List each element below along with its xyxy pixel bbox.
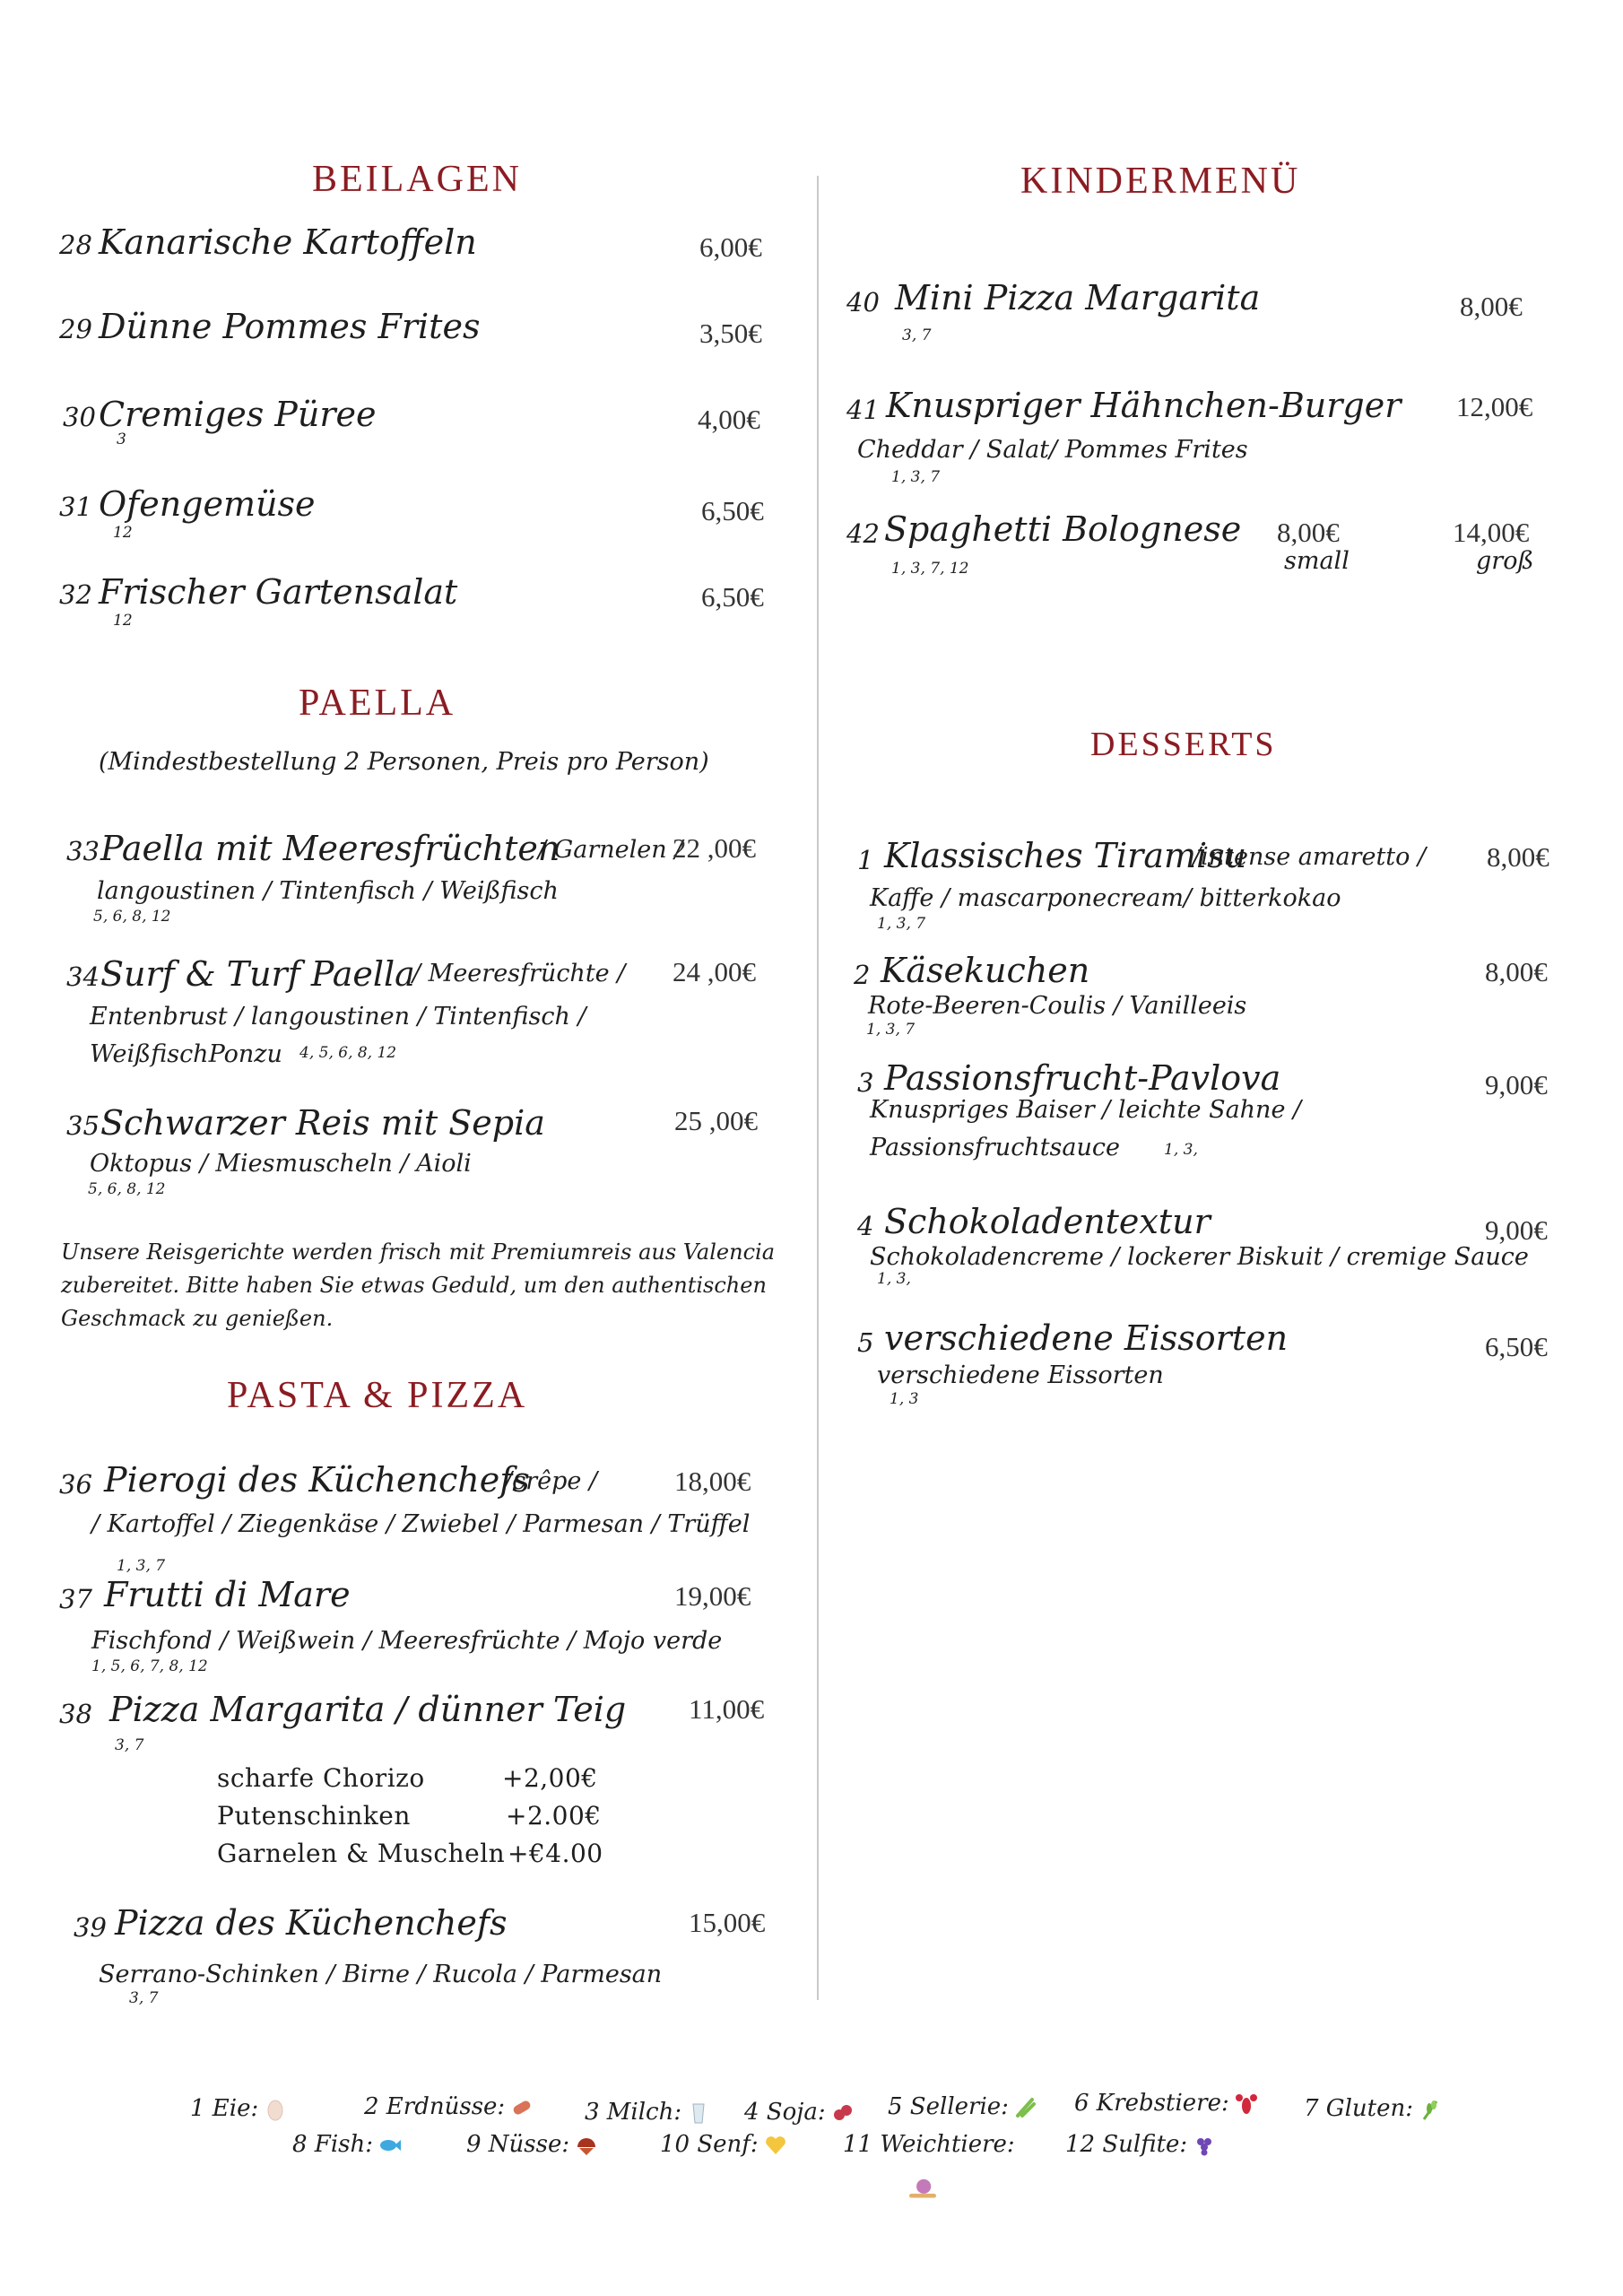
item-number: 32 [59, 579, 92, 610]
item-number: 2 [854, 960, 871, 990]
legend-item: 1 Eie: [190, 2095, 287, 2122]
legend-item: 6 Krebstiere: [1074, 2090, 1258, 2117]
item-allergens: 5, 6, 8, 12 [93, 908, 171, 926]
legend-item: 5 Sellerie: [888, 2093, 1037, 2120]
item-number: 33 [66, 836, 100, 866]
item-price: 9,00€ [1485, 1214, 1548, 1246]
legend-item: 8 Fish: [292, 2131, 402, 2158]
item-name: Frutti di Mare [104, 1575, 351, 1614]
item-name: Paella mit Meeresfrüchten [100, 829, 560, 868]
item-name: Knuspriger Hähnchen-Burger [886, 386, 1402, 425]
item-number: 1 [857, 845, 874, 875]
extra-label: Garnelen & Muscheln [217, 1839, 506, 1868]
item-number: 31 [59, 491, 92, 522]
item-description: Oktopus / Miesmuscheln / Aioli [90, 1150, 472, 1178]
item-price: 19,00€ [674, 1580, 751, 1612]
item-number: 39 [74, 1912, 107, 1943]
heart-icon [764, 2134, 787, 2157]
item-allergens: 1, 3, 7, 12 [891, 560, 969, 578]
item-number: 38 [59, 1699, 92, 1729]
wheat-icon [1419, 2098, 1442, 2121]
size-label-large: groß [1476, 547, 1534, 575]
item-price: 18,00€ [674, 1465, 751, 1497]
item-allergens: 1, 5, 6, 7, 8, 12 [91, 1657, 208, 1675]
kindermenu-heading: KINDERMENÜ [1020, 161, 1301, 202]
item-price: 6,00€ [699, 231, 762, 263]
legend-item: 11 Weichtiere: [843, 2131, 1015, 2158]
milk-icon [687, 2101, 710, 2125]
item-price: 4,00€ [698, 404, 760, 435]
item-allergens: 1, 3, 7 [866, 1021, 916, 1039]
item-name: Pizza Margarita / dünner Teig [109, 1690, 627, 1729]
soy-icon [831, 2101, 855, 2125]
item-number: 29 [59, 314, 92, 344]
item-number: 37 [59, 1584, 92, 1614]
item-name: Mini Pizza Margarita [895, 278, 1261, 317]
item-price: 6,50€ [701, 581, 764, 613]
item-price: 3,50€ [699, 317, 762, 349]
item-price-small: 8,00€ [1277, 517, 1340, 548]
item-description: /crêpe / [504, 1467, 598, 1495]
item-allergens: 1, 3, 7 [877, 915, 926, 933]
item-description: Rote-Beeren-Coulis / Vanilleeis [868, 992, 1247, 1020]
extra-price: +2.00€ [506, 1801, 602, 1831]
item-allergens: 1, 3, [1164, 1141, 1198, 1159]
item-number: 28 [59, 230, 92, 260]
item-allergens: 4, 5, 6, 8, 12 [299, 1044, 397, 1062]
pasta-pizza-heading: PASTA & PIZZA [227, 1375, 528, 1416]
item-allergens: 12 [113, 612, 133, 630]
item-allergens: 1, 3, [877, 1270, 911, 1288]
item-description: Knuspriges Baiser / leichte Sahne / [870, 1096, 1302, 1124]
item-name: verschiedene Eissorten [884, 1318, 1289, 1358]
item-number: 34 [66, 961, 100, 992]
item-price: 12,00€ [1456, 391, 1533, 422]
item-number: 40 [846, 287, 880, 317]
item-name: Klassisches Tiramisu [884, 836, 1247, 875]
item-name: Kanarische Kartoffeln [99, 222, 477, 262]
item-name: Pizza des Küchenchefs [115, 1903, 508, 1943]
item-price: 15,00€ [689, 1907, 766, 1938]
extra-price: +€4.00 [508, 1839, 603, 1868]
item-name: Spaghetti Bolognese [884, 509, 1242, 549]
item-price: 25 ,00€ [674, 1105, 758, 1136]
snail-icon [909, 2174, 936, 2201]
item-allergens: 3, 7 [115, 1736, 144, 1754]
legend-item: 10 Senf: [660, 2131, 787, 2158]
legend-item: 7 Gluten: [1304, 2095, 1442, 2122]
item-description: verschiedene Eissorten [877, 1361, 1164, 1389]
item-description: Serrano-Schinken / Birne / Rucola / Parmesan [99, 1961, 663, 1988]
item-name: Ofengemüse [99, 484, 316, 524]
column-divider [817, 176, 819, 2000]
desserts-heading: DESSERTS [1090, 726, 1277, 763]
item-allergens: 3, 7 [902, 326, 932, 344]
size-label-small: small [1284, 547, 1350, 575]
item-description: Schokoladencreme / lockerer Biskuit / cremige Sauce [870, 1243, 1529, 1271]
item-description: langoustinen / Tintenfisch / Weißfisch [97, 877, 559, 905]
item-name: Schwarzer Reis mit Sepia [100, 1103, 545, 1143]
item-price: 8,00€ [1485, 956, 1548, 987]
item-number: 3 [857, 1067, 874, 1098]
grapes-icon [1193, 2134, 1216, 2157]
item-allergens: 12 [113, 524, 133, 542]
paella-heading: PAELLA [299, 683, 456, 724]
item-description: / Garnelen / [538, 836, 683, 864]
item-price-large: 14,00€ [1453, 517, 1530, 548]
extra-label: scharfe Chorizo [217, 1763, 425, 1793]
item-description: Passionsfruchtsauce [870, 1134, 1120, 1161]
item-number: 5 [857, 1327, 874, 1358]
item-price: 24 ,00€ [673, 956, 756, 987]
item-description: /intense amaretto / [1193, 843, 1427, 871]
item-price: 6,50€ [1485, 1331, 1548, 1362]
legend-item: 2 Erdnüsse: [364, 2093, 534, 2120]
celery-icon [1014, 2096, 1037, 2119]
legend-item: 9 Nüsse: [466, 2131, 598, 2158]
item-name: Käsekuchen [881, 951, 1090, 990]
item-allergens: 3, 7 [129, 1989, 159, 2007]
legend-item: 4 Soja: [744, 2099, 855, 2126]
item-name: Surf & Turf Paella [100, 954, 415, 994]
item-allergens: 1, 3, 7 [117, 1557, 166, 1575]
lobster-icon [1235, 2092, 1258, 2116]
item-price: 9,00€ [1485, 1069, 1548, 1100]
item-price: 22 ,00€ [673, 832, 756, 864]
extra-label: Putenschinken [217, 1801, 411, 1831]
item-description: WeißfischPonzu [90, 1040, 282, 1068]
item-description: Entenbrust / langoustinen / Tintenfisch / [90, 1003, 586, 1031]
paella-note: Unsere Reisgerichte werden frisch mit Premiumreis aus Valencia zubereitet. Bitte haben Sie etwas Geduld, um den authentischen Geschmack zu genießen. [61, 1239, 775, 1331]
legend-item: 12 Sulfite: [1065, 2131, 1216, 2158]
item-description: Fischfond / Weißwein / Meeresfrüchte / Mojo verde [91, 1627, 723, 1655]
item-description: Cheddar / Salat/ Pommes Frites [857, 436, 1248, 464]
item-number: 35 [66, 1110, 100, 1141]
item-number: 41 [846, 395, 880, 425]
item-name: Cremiges Püree [99, 395, 377, 434]
item-number: 4 [857, 1211, 874, 1241]
item-description: / Meeresfrüchte / [412, 960, 626, 987]
item-description: Kaffe / mascarponecream/ bitterkokao [870, 884, 1341, 912]
item-description: / Kartoffel / Ziegenkäse / Zwiebel / Parmesan / Trüffel [91, 1510, 751, 1538]
item-price: 11,00€ [689, 1693, 765, 1725]
item-price: 6,50€ [701, 495, 764, 526]
extra-price: +2,00€ [502, 1763, 598, 1793]
fish-icon [378, 2134, 402, 2157]
item-price: 8,00€ [1460, 291, 1523, 322]
item-allergens: 3 [117, 430, 126, 448]
item-number: 30 [63, 402, 96, 432]
peanut-icon [510, 2096, 534, 2119]
beilagen-heading: BEILAGEN [312, 159, 522, 200]
item-allergens: 1, 3, 7 [891, 468, 941, 486]
item-number: 42 [846, 518, 880, 549]
item-allergens: 1, 3 [890, 1390, 919, 1408]
item-allergens: 5, 6, 8, 12 [88, 1180, 166, 1198]
item-number: 36 [59, 1469, 92, 1500]
item-name: Frischer Gartensalat [99, 572, 458, 612]
legend-item: 3 Milch: [585, 2099, 710, 2126]
item-name: Dünne Pommes Frites [99, 307, 481, 346]
egg-icon [264, 2098, 287, 2121]
item-name: Schokoladentextur [884, 1202, 1211, 1241]
paella-subtitle: (Mindestbestellung 2 Personen, Preis pro Person) [99, 748, 709, 776]
item-price: 8,00€ [1487, 841, 1549, 873]
item-name: Pierogi des Küchenchefs [104, 1460, 530, 1500]
nut-icon [575, 2134, 598, 2157]
item-name: Passionsfrucht-Pavlova [884, 1058, 1281, 1098]
